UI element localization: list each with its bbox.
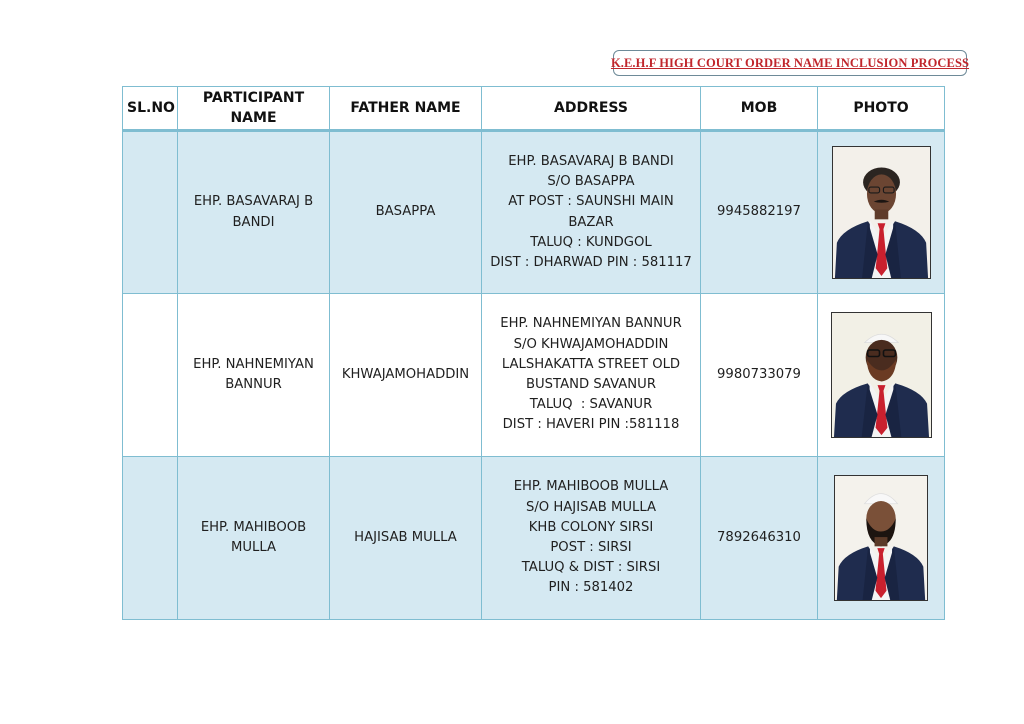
address-line: TALUQ : KUNDGOL [530,234,652,250]
cell-participant-name [178,131,330,294]
cell-address [482,457,701,620]
address-line: AT POST : SAUNSHI MAIN [508,194,674,210]
participant-name-text: EHP. MAHIBOOB MULLA [200,519,307,555]
participant-photo [831,312,932,438]
cell-photo [818,131,945,294]
cell-father-name: BASAPPA [330,131,482,294]
participant-name-text: EHP. NAHNEMIYAN BANNUR [193,356,314,392]
portrait-image-icon [832,313,931,437]
address-line: DIST : HAVERI PIN :581118 [502,417,680,433]
header-participant-name-label: PARTICIPANT NAME [202,90,305,126]
address-line: PIN : 581402 [548,580,634,596]
document-title: K.E.H.F HIGH COURT ORDER NAME INCLUSION PROCESS [610,55,970,70]
header-address: ADDRESS [482,87,701,131]
cell-participant-name [178,294,330,457]
cell-sl-no [123,131,178,294]
header-father-name: FATHER NAME [330,87,482,131]
cell-mob: 9945882197 [701,131,818,294]
address-line: BUSTAND SAVANUR [525,377,656,392]
cell-sl-no [123,294,178,457]
address-line: TALUQ : SAVANUR [529,397,653,413]
participant-name-text: EHP. BASAVARAJ B BANDI [193,194,314,230]
header-photo: PHOTO [818,87,945,131]
address-line: S/O HAJISAB MULLA [525,499,657,515]
address-line: LALSHAKATTA STREET OLD [501,356,681,372]
cell-sl-no [123,457,178,620]
cell-photo [818,457,945,620]
address-line: EHP. NAHNEMIYAN BANNUR [500,316,682,332]
address-line: EHP. MAHIBOOB MULLA [513,479,669,495]
address-line: DIST : DHARWAD PIN : 581117 [490,254,692,270]
cell-mob: 9980733079 [701,294,818,457]
portrait-image-icon [833,147,930,278]
document-title-box [610,50,970,76]
participants-table [122,86,945,620]
address-line: TALUQ & DIST : SIRSI [521,560,661,576]
table-row [123,131,945,294]
header-sl-no: SL.NO [123,87,178,131]
table-row [123,457,945,620]
cell-address [482,131,701,294]
table-row [123,294,945,457]
address-line: EHP. BASAVARAJ B BANDI [508,153,674,169]
header-participant-name [178,87,330,131]
address-line: BAZAR [568,214,614,230]
cell-participant-name [178,457,330,620]
address-line: S/O KHWAJAMOHADDIN [513,336,669,352]
cell-father-name: HAJISAB MULLA [330,457,482,620]
header-mob: MOB [701,87,818,131]
cell-photo [818,294,945,457]
address-line: POST : SIRSI [550,540,632,555]
table-header-row [123,87,945,131]
address-line: KHB COLONY SIRSI [528,519,654,535]
portrait-image-icon [835,476,927,600]
cell-address [482,294,701,457]
address-line: S/O BASAPPA [547,174,635,190]
cell-father-name: KHWAJAMOHADDIN [330,294,482,457]
participant-photo [832,146,931,279]
cell-mob: 7892646310 [701,457,818,620]
participant-photo [834,475,928,601]
